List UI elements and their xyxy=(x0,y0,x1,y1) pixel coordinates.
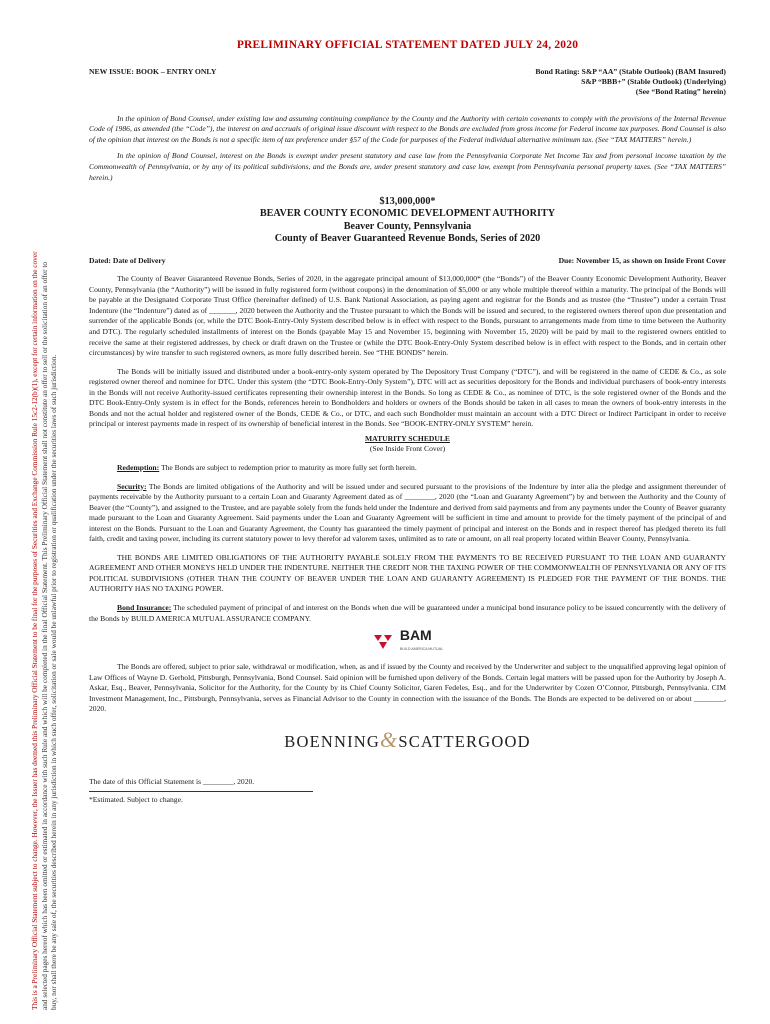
issue-title-block xyxy=(89,196,726,246)
limited-obligation-paragraph: THE BONDS ARE LIMITED OBLIGATIONS OF THE AUTHORITY PAYABLE SOLELY FROM THE PAYMENTS TO BE RECEIVED PURSUANT TO THE LOAN AND GUARANTY AGREEMENT AND OTHER MONEYS HELD UNDER THE INDENTURE. NEITHER THE CREDIT NOR THE TAXING POWER OF THE COMMONWEALTH OF PENNSYLVANIA OR ANY OF ITS POLITICAL SUBDIVISIONS (OTHER THAN THE COUNTY OF BEAVER UNDER THE LOAN AND GUARANTY AGREEMENT) IS PLEDGED FOR THE PAYMENT OF THE BONDS. THE AUTHORITY HAS NO TAXING POWER. xyxy=(89,552,726,594)
bam-mark-icon xyxy=(372,633,394,651)
bond-insurance-paragraph xyxy=(89,603,726,624)
underwriter-logo xyxy=(89,726,726,752)
preliminary-disclaimer xyxy=(30,30,59,1010)
ampersand-mark: & xyxy=(380,726,399,752)
disclaimer-line: and selected pages hereof which has been omitted or estimated in accordance with such Rule and which will be completed in the final Official Statement. This Preliminary Official Statement shall not constitute an offer to sell or the solicitation of an offer to xyxy=(39,261,49,1010)
bond-rating xyxy=(535,67,726,98)
footnote-rule xyxy=(89,791,313,792)
federal-tax-opinion: In the opinion of Bond Counsel, under existing law and assuming continuing compliance by the County and the Authority with certain covenants to comply with the provisions of the Internal Revenue Code of 1986, as amended (the “Code”), the interest on and accruals of original issue discount with respect to the Bonds are excluded from gross income for Federal income tax purposes. Bond Counsel is also of the opinion that interest on the Bonds is not a specific item of tax preference under §57 of the Code for purposes of the Federal individual alternative minimum tax. (See “TAX MATTERS” herein.) xyxy=(89,113,726,144)
document-title: PRELIMINARY OFFICIAL STATEMENT DATED JULY 24, 2020 xyxy=(236,39,579,51)
disclaimer-line: This is a Preliminary Official Statement subject to change. However, the Issuer has deemed this Preliminary Official Statement to be final for the purposes of Securities and Exchange Commission Rule 15c2-12(b)(1), except for certain information on the cover xyxy=(30,251,39,1010)
bam-wordmark: BAM xyxy=(399,627,432,644)
official-statement-cover xyxy=(89,40,726,806)
issue-amount: $13,000,000* xyxy=(379,196,436,208)
security-paragraph xyxy=(89,482,726,545)
bond-series: County of Beaver Guaranteed Revenue Bonds, Series of 2020 xyxy=(274,233,541,245)
issue-header xyxy=(89,67,726,98)
redemption-text: The Bonds are subject to redemption prior to maturity as more fully set forth herein. xyxy=(159,462,417,472)
maturity-schedule-note: (See Inside Front Cover) xyxy=(369,444,446,454)
bam-tagline: BUILD AMERICA MUTUAL xyxy=(399,646,444,651)
issuer-name: BEAVER COUNTY ECONOMIC DEVELOPMENT AUTHORITY xyxy=(259,208,556,220)
footer xyxy=(89,777,726,805)
bonds-description-paragraph: The County of Beaver Guaranteed Revenue Bonds, Series of 2020, in the aggregate principal amount of $13,000,000* (the “Bonds”) of the Beaver County Economic Development Authority, Beaver County, Pennsylvania (the “Authority”) will be issued in fully registered form (without coupons) in the denomination of $5,000 or any whole multiple thereof within a maturity. The principal of the Bonds will be payable at the Designated Corporate Trust Office (hereinafter defined) of U.S. Bank National Association, as paying agent and registrar for the Bonds and as trustee (the “Trustee”) under a certain Trust Indenture (the “Indenture”) dated as of _______, 2020 between the Authority and the Trustee pursuant to which the Bonds will be issued and secured, to the registered owners thereof upon due presentation and surrender of the applicable Bonds (or, while the DTC Book-Entry-Only System described below is in effect with respect to the Bonds, pursuant to arrangements made from time to time between the Authority and DTC). The regularly scheduled installments of interest on the Bonds (payable May 15 and November 15, beginning with November 15, 2020) will be paid by mail to the registered owners entitled to receive the same at their registered addresses, by check or draft drawn on the Trustee or (while the DTC Book-Entry-Only System described below is in effect with respect to the Bonds, and in certain other circumstances) by wire transfer to such registered owners, as more fully described herein. See “THE BONDS” herein. xyxy=(89,274,726,358)
maturity-schedule-heading: MATURITY SCHEDULE xyxy=(364,433,451,443)
statement-body xyxy=(89,274,726,715)
statement-date-line: The date of this Official Statement is ________, 2020. xyxy=(89,777,255,787)
book-entry-paragraph: The Bonds will be initially issued and distributed under a book-entry-only system operated by The Depository Trust Company (“DTC”), and will be registered in the name of CEDE & Co., as sole registered owner thereof and nominee for DTC. Under this system (the “DTC Book-Entry-Only System”), DTC will act as securities depository for the Bonds and individual purchasers of book-entry interests in the Bonds will not receive Authority-issued certificates representing their ownership interest in the Bonds. So long as CEDE & Co., as nominee of DTC, is the sole registered owner of the Bonds and the DTC Book-Entry-Only system is in effect for the Bonds, references herein to Bondholders and holders or owners of the Bonds should be taken in all cases to mean the owners of book-entry interests in the Bonds and not the actual holder and registered owner of the Bonds, CEDE & Co., or DTC, and each such Bondholder must maintain an account with a DTC Direct or Indirect Participant in order to receive principal or interest payments made in respect of its ownership of beneficial interest in the Bonds. See “BOOK-ENTRY-ONLY SYSTEM” herein. xyxy=(89,366,726,429)
bond-insurance-label: Bond Insurance: xyxy=(117,602,172,612)
new-issue-label: NEW ISSUE: BOOK – ENTRY ONLY xyxy=(89,66,217,76)
rating-line: Bond Rating: S&P “AA” (Stable Outlook) (BAM Insured) xyxy=(535,66,726,76)
dated-due-row xyxy=(89,256,726,267)
dated-label: Dated: Date of Delivery xyxy=(89,255,166,265)
due-label: Due: November 15, as shown on Inside Front Cover xyxy=(558,255,726,265)
offering-paragraph: The Bonds are offered, subject to prior sale, withdrawal or modification, when, as and if issued by the County and received by the Underwriter and subject to the unqualified approving legal opinion of Law Offices of Wayne D. Gerhold, Pittsburgh, Pennsylvania, Bond Counsel. Said opinion will be furnished upon delivery of the Bonds. Certain legal matters will be passed upon for the Authority by Joseph A. Askar, Esq., Beaver, Pennsylvania, Solicitor for the Authority, for the County by its Chief County Solicitor, Garen Fedeles, Esq., and for the Underwriter by Cozen O’Connor, Pittsburgh, Pennsylvania. CIM Investment Management, Inc., Pittsburgh, Pennsylvania, serves as Financial Advisor to the County in connection with the issuance of the Bonds. The Bonds are expected to be delivered on or about ________, 2020. xyxy=(89,662,726,714)
security-text: The Bonds are limited obligations of the Authority and will be issued under and secured pursuant to the provisions of the Indenture by inter alia the pledge and assignment thereunder of payments receivable by the Authority pursuant to a certain Loan and Guaranty Agreement dated as of ________, 2020 (the “Loan and Guaranty Agreement”) by and between the Authority and the County of Beaver (the “County”), and assigned to the Trustee, and are payable solely from the funds held under the Indenture and derived from said payments and from any payments under the County of Beaver guaranty made pursuant to the Loan and Guaranty Agreement. Said payments under the Loan and Guaranty Agreement will be sufficient in time and amount to provide for the timely payment of the principal of and interest on the Bonds. Pursuant to the Loan and Guaranty Agreement, the County has guaranteed the timely payment of principal and interest on the Bonds and in respect thereof has pledged thereto its full faith, credit and taxing power, including its current statutory power to levy therefor ad valorem taxes, unlimited as to rate or amount, on all real property located within Beaver County, Pennsylvania. xyxy=(89,481,726,544)
security-label: Security: xyxy=(117,481,147,491)
bond-insurance-text: The scheduled payment of principal of and interest on the Bonds when due will be guaranteed under a municipal bond insurance policy to be issued concurrently with the delivery of the Bonds by BUILD AMERICA MUTUAL ASSURANCE COMPANY. xyxy=(89,602,726,623)
disclaimer-line: buy, nor shall there be any sale of, the securities described herein in any jurisdiction in which such offer, solicitation or sale would be unlawful prior to registration or qualification under the securities laws of such jurisdiction. xyxy=(49,354,59,1010)
underwriter-name-right: SCATTERGOOD xyxy=(398,731,531,751)
bam-logo xyxy=(89,627,726,654)
rating-line: (See “Bond Rating” herein) xyxy=(635,87,726,97)
estimated-footnote: *Estimated. Subject to change. xyxy=(89,795,183,804)
redemption-paragraph xyxy=(89,463,726,474)
redemption-label: Redemption: xyxy=(117,462,160,472)
issuer-location: Beaver County, Pennsylvania xyxy=(343,220,472,232)
state-tax-opinion: In the opinion of Bond Counsel, interest on the Bonds is exempt under present statutory and case law from the Pennsylvania Corporate Net Income Tax and from personal income taxation by the Commonwealth of Pennsylvania, or by any of its political subdivisions, and the Bonds are, under present statutory and case law, exempt from Pennsylvania personal property taxes. (See “TAX MATTERS” herein.) xyxy=(89,151,726,182)
rating-line: S&P “BBB+” (Stable Outlook) (Underlying) xyxy=(581,76,726,86)
underwriter-name-left: BOENNING xyxy=(284,731,381,751)
maturity-schedule-reference xyxy=(89,434,726,455)
